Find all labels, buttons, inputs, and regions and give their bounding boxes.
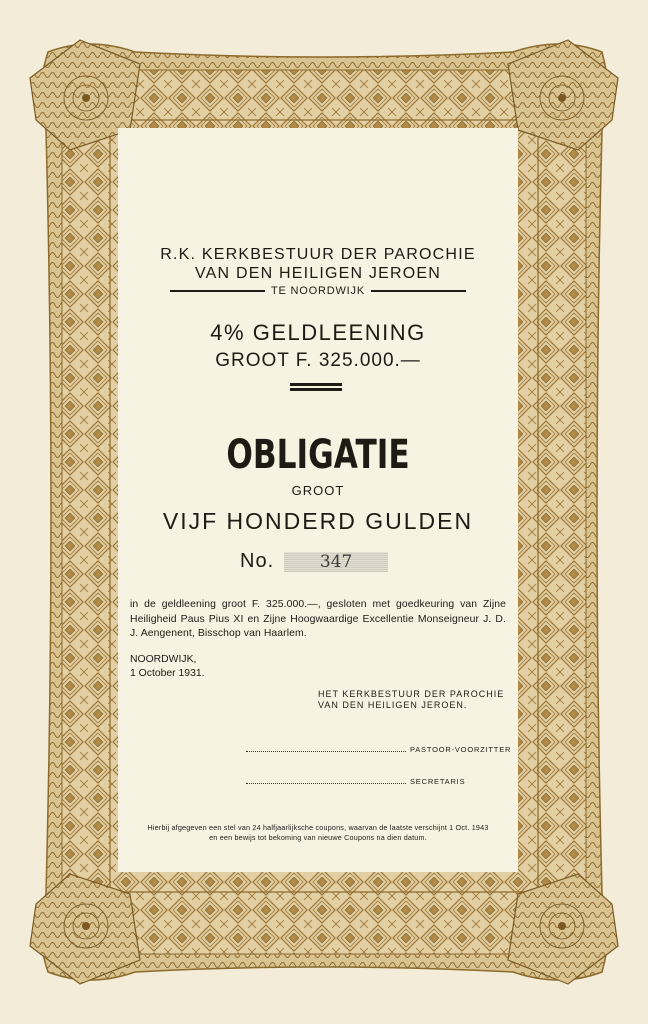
issue-date: 1 October 1931. (130, 667, 205, 679)
place-line (170, 285, 466, 297)
signature-dots-1 (246, 741, 406, 752)
board-line-2: VAN DEN HEILIGEN JEROEN. (318, 700, 468, 710)
certificate-text-panel (118, 128, 518, 872)
groot-label: GROOT (291, 483, 345, 498)
document-title: OBLIGATIE (226, 432, 410, 478)
board-signature-block (318, 689, 504, 711)
number-label: No. (240, 550, 275, 572)
value-in-words: VIJF HONDERD GULDEN (162, 508, 474, 534)
signature-line-secretary (246, 773, 465, 786)
signature-dots-2 (246, 773, 406, 784)
loan-amount: GROOT F. 325.000.— (215, 350, 421, 371)
divider-top (290, 383, 342, 386)
number-value: 347 (284, 552, 388, 572)
signature-line-chairman (246, 741, 511, 754)
coupon-footnote (118, 823, 518, 843)
signature-role-2: SECRETARIS (410, 777, 466, 786)
footnote-line-2: en een bewijs tot bekoming van nieuwe Coupons na dien datum. (209, 833, 427, 842)
loan-title: 4% GELDLEENING (210, 320, 426, 345)
serial-number (240, 550, 388, 573)
issuer-heading (118, 245, 518, 283)
place-text: TE NOORDWIJK (271, 285, 365, 297)
footnote-line-1: Hierbij afgegeven een stel van 24 halfjaarlijksche coupons, waarvan de laatste verschijnt 1 Oct. 1943 (147, 823, 489, 832)
board-line-1: HET KERKBESTUUR DER PAROCHIE (318, 689, 505, 699)
body-text: in de geldleening groot F. 325.000.—, gesloten met goedkeuring van Zijne Heiligheid Paus Pius XI en Zijne Hoogwaardige Excellentie Monseigneur J. D. J. Aengenent, Bisschop van Haarlem. (130, 599, 506, 639)
rule-right (371, 290, 466, 292)
issuer-line-1: R.K. KERKBESTUUR DER PAROCHIE (160, 246, 476, 263)
rule-left (170, 290, 265, 292)
divider-bottom (290, 388, 342, 391)
signature-role-1: PASTOOR-VOORZITTER (410, 745, 512, 754)
place-name: NOORDWIJK, (130, 654, 197, 665)
issuer-line-2: VAN DEN HEILIGEN JEROEN (194, 265, 441, 282)
place-date (130, 653, 205, 680)
